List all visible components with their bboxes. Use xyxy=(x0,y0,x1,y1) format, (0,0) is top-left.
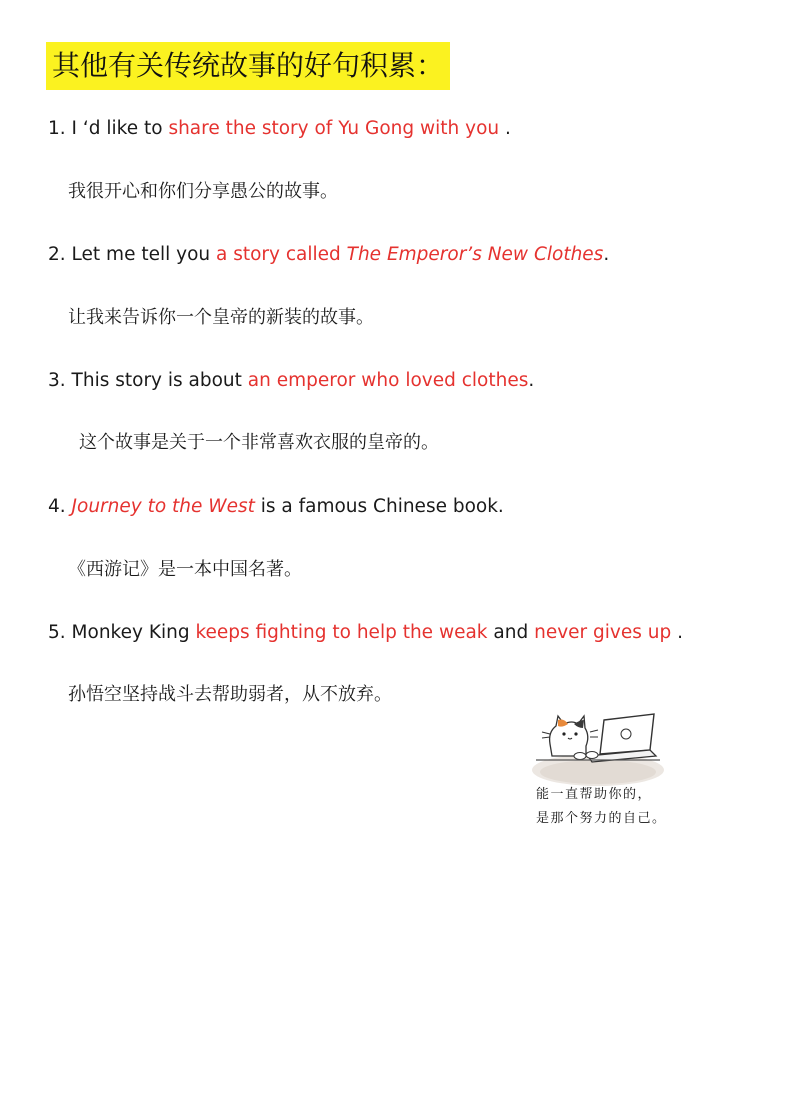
highlighted-phrase: keeps fighting to help the weak xyxy=(195,622,488,643)
sentence-2-chinese: 让我来告诉你一个皇帝的新装的故事。 xyxy=(68,307,374,328)
sentence-number: 3. xyxy=(48,370,66,391)
highlighted-phrase: never gives up xyxy=(534,622,672,643)
sentence-text: . xyxy=(499,118,511,139)
sentence-number: 1. xyxy=(48,118,66,139)
sentence-number: 4. xyxy=(48,496,66,517)
sentence-5-english xyxy=(48,620,683,646)
sentence-4-english xyxy=(48,494,504,520)
sentence-3-chinese: 这个故事是关于一个非常喜欢衣服的皇帝的。 xyxy=(79,432,439,453)
sentence-1-chinese: 我很开心和你们分享愚公的故事。 xyxy=(68,181,338,202)
sentence-1-english xyxy=(48,116,511,142)
sentence-text: Monkey King xyxy=(71,622,196,643)
caption-line-1: 能一直帮助你的， xyxy=(536,787,653,802)
sentence-text: and xyxy=(487,622,535,643)
page-title: 其他有关传统故事的好句积累： xyxy=(46,42,450,90)
cat-with-laptop-icon xyxy=(528,698,668,788)
sentence-text: Let me tell you xyxy=(71,244,216,265)
highlighted-phrase: an emperor who loved clothes xyxy=(247,370,529,391)
sentence-2-english xyxy=(48,242,609,268)
sentence-text: . xyxy=(671,622,683,643)
caption-line-2: 是那个努力的自己。 xyxy=(536,811,667,826)
sentence-number: 2. xyxy=(48,244,66,265)
sentence-5-chinese: 孙悟空坚持战斗去帮助弱者，从不放弃。 xyxy=(68,684,392,705)
sentence-4-chinese: 《西游记》是一本中国名著。 xyxy=(68,559,302,580)
book-title: The Emperor’s New Clothes xyxy=(346,244,604,265)
sentence-text: This story is about xyxy=(71,370,248,391)
sentence-text: . xyxy=(528,370,535,391)
sentence-text: . xyxy=(603,244,610,265)
sentence-3-english xyxy=(48,368,534,394)
highlighted-phrase: a story called xyxy=(216,244,347,265)
sentence-text: I ‘d like to xyxy=(71,118,169,139)
sentence-number: 5. xyxy=(48,622,66,643)
book-title: Journey to the West xyxy=(71,496,255,517)
sentence-text: is a famous Chinese book. xyxy=(254,496,504,517)
highlighted-phrase: share the story of Yu Gong with you xyxy=(168,118,500,139)
